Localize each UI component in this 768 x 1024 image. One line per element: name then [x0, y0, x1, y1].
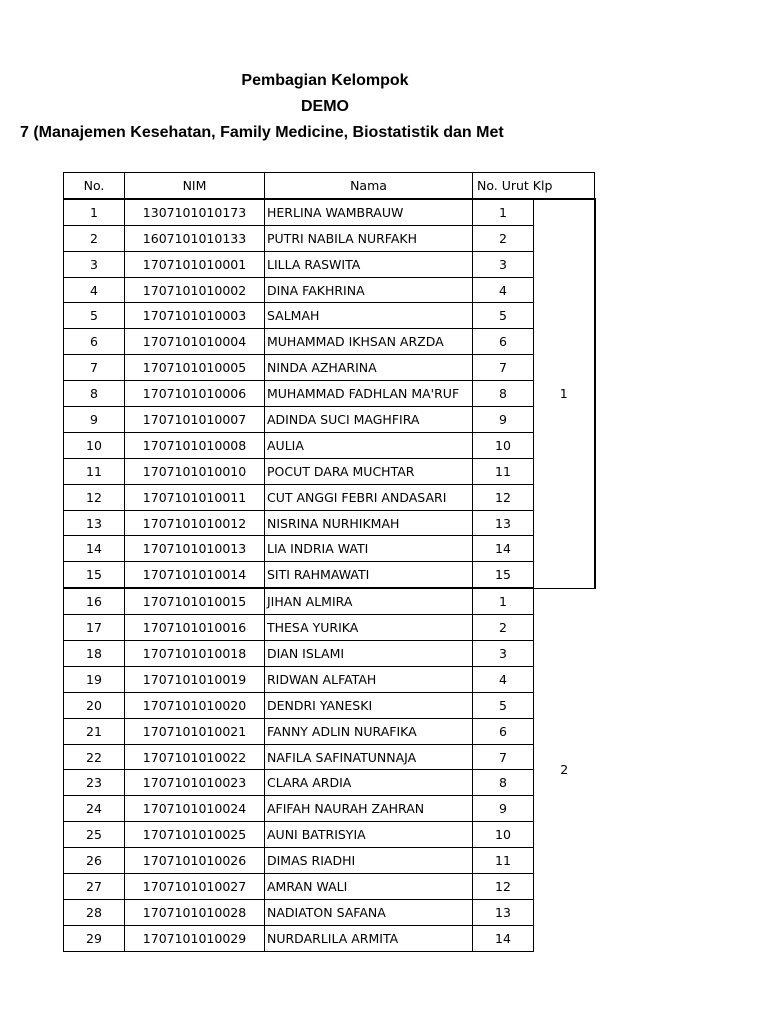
group-number-cell: 2: [534, 588, 595, 951]
nama-cell: MUHAMMAD FADHLAN MA'RUF: [265, 381, 473, 407]
table-row: [64, 899, 595, 925]
row-number: 1: [64, 199, 125, 225]
column-header-urut-klp: No. Urut Klp: [473, 173, 595, 199]
nama-cell: FANNY ADLIN NURAFIKA: [265, 718, 473, 744]
nim-cell: 1707101010013: [125, 536, 265, 562]
table-row: [64, 407, 595, 433]
nim-cell: 1607101010133: [125, 225, 265, 251]
urut-cell: 5: [473, 692, 534, 718]
table-row: [64, 822, 595, 848]
nim-cell: 1707101010010: [125, 458, 265, 484]
table-row: [64, 666, 595, 692]
nama-cell: DENDRI YANESKI: [265, 692, 473, 718]
row-number: 23: [64, 770, 125, 796]
nama-cell: JIHAN ALMIRA: [265, 588, 473, 614]
row-number: 10: [64, 432, 125, 458]
nama-cell: NURDARLILA ARMITA: [265, 925, 473, 951]
table-row: [64, 251, 595, 277]
row-number: 19: [64, 666, 125, 692]
row-number: 27: [64, 874, 125, 900]
urut-cell: 7: [473, 355, 534, 381]
urut-cell: 11: [473, 848, 534, 874]
table-row: [64, 588, 595, 614]
page-subtitle: DEMO: [301, 98, 349, 115]
urut-cell: 1: [473, 199, 534, 225]
column-header-nama: Nama: [265, 173, 473, 199]
nim-cell: 1707101010025: [125, 822, 265, 848]
urut-cell: 2: [473, 615, 534, 641]
urut-cell: 6: [473, 718, 534, 744]
nim-cell: 1307101010173: [125, 199, 265, 225]
nim-cell: 1707101010023: [125, 770, 265, 796]
table-row: [64, 848, 595, 874]
nama-cell: MUHAMMAD IKHSAN ARZDA: [265, 329, 473, 355]
row-number: 5: [64, 303, 125, 329]
nama-cell: LIA INDRIA WATI: [265, 536, 473, 562]
nim-cell: 1707101010029: [125, 925, 265, 951]
urut-cell: 14: [473, 536, 534, 562]
course-description: 7 (Manajemen Kesehatan, Family Medicine, Biostatistik dan Met: [20, 124, 504, 141]
nama-cell: NISRINA NURHIKMAH: [265, 510, 473, 536]
nama-cell: CUT ANGGI FEBRI ANDASARI: [265, 484, 473, 510]
nim-cell: 1707101010022: [125, 744, 265, 770]
nama-cell: PUTRI NABILA NURFAKH: [265, 225, 473, 251]
row-number: 4: [64, 277, 125, 303]
nama-cell: THESA YURIKA: [265, 615, 473, 641]
row-number: 12: [64, 484, 125, 510]
row-number: 15: [64, 562, 125, 588]
table-row: [64, 303, 595, 329]
nim-cell: 1707101010018: [125, 641, 265, 667]
urut-cell: 9: [473, 407, 534, 433]
table-row: [64, 355, 595, 381]
nim-cell: 1707101010005: [125, 355, 265, 381]
table-row: [64, 744, 595, 770]
table-row: [64, 874, 595, 900]
nama-cell: NAFILA SAFINATUNNAJA: [265, 744, 473, 770]
row-number: 18: [64, 641, 125, 667]
row-number: 6: [64, 329, 125, 355]
nama-cell: SITI RAHMAWATI: [265, 562, 473, 588]
nim-cell: 1707101010006: [125, 381, 265, 407]
row-number: 3: [64, 251, 125, 277]
nim-cell: 1707101010016: [125, 615, 265, 641]
nim-cell: 1707101010026: [125, 848, 265, 874]
nama-cell: CLARA ARDIA: [265, 770, 473, 796]
table-row: [64, 458, 595, 484]
row-number: 11: [64, 458, 125, 484]
table-row: [64, 484, 595, 510]
nama-cell: DINA FAKHRINA: [265, 277, 473, 303]
urut-cell: 9: [473, 796, 534, 822]
nim-cell: 1707101010007: [125, 407, 265, 433]
row-number: 20: [64, 692, 125, 718]
urut-cell: 5: [473, 303, 534, 329]
nim-cell: 1707101010008: [125, 432, 265, 458]
urut-cell: 3: [473, 251, 534, 277]
urut-cell: 8: [473, 770, 534, 796]
row-number: 8: [64, 381, 125, 407]
row-number: 13: [64, 510, 125, 536]
urut-cell: 14: [473, 925, 534, 951]
nim-cell: 1707101010027: [125, 874, 265, 900]
table-row: [64, 536, 595, 562]
table-row: [64, 277, 595, 303]
nim-cell: 1707101010019: [125, 666, 265, 692]
urut-cell: 6: [473, 329, 534, 355]
table-row: [64, 510, 595, 536]
nim-cell: 1707101010021: [125, 718, 265, 744]
nim-cell: 1707101010001: [125, 251, 265, 277]
nama-cell: LILLA RASWITA: [265, 251, 473, 277]
row-number: 2: [64, 225, 125, 251]
nim-cell: 1707101010002: [125, 277, 265, 303]
urut-cell: 3: [473, 641, 534, 667]
urut-cell: 7: [473, 744, 534, 770]
row-number: 24: [64, 796, 125, 822]
nama-cell: SALMAH: [265, 303, 473, 329]
urut-cell: 15: [473, 562, 534, 588]
urut-cell: 2: [473, 225, 534, 251]
nim-cell: 1707101010011: [125, 484, 265, 510]
urut-cell: 8: [473, 381, 534, 407]
urut-cell: 12: [473, 874, 534, 900]
table-row: [64, 770, 595, 796]
urut-cell: 11: [473, 458, 534, 484]
nama-cell: RIDWAN ALFATAH: [265, 666, 473, 692]
nama-cell: AULIA: [265, 432, 473, 458]
table-header-row: [64, 173, 595, 199]
group-table-container: [63, 172, 596, 952]
nim-cell: 1707101010015: [125, 588, 265, 614]
table-row: [64, 329, 595, 355]
group-number-cell: 1: [534, 199, 595, 588]
nama-cell: DIMAS RIADHI: [265, 848, 473, 874]
urut-cell: 4: [473, 277, 534, 303]
group-table: [63, 172, 596, 952]
nama-cell: DIAN ISLAMI: [265, 641, 473, 667]
urut-cell: 13: [473, 510, 534, 536]
column-header-nim: NIM: [125, 173, 265, 199]
row-number: 28: [64, 899, 125, 925]
table-row: [64, 225, 595, 251]
nim-cell: 1707101010028: [125, 899, 265, 925]
table-body: [64, 199, 595, 951]
nim-cell: 1707101010003: [125, 303, 265, 329]
urut-cell: 10: [473, 432, 534, 458]
table-row: [64, 925, 595, 951]
table-row: [64, 199, 595, 225]
table-row: [64, 615, 595, 641]
urut-cell: 12: [473, 484, 534, 510]
table-row: [64, 796, 595, 822]
table-row: [64, 562, 595, 588]
row-number: 25: [64, 822, 125, 848]
nama-cell: ADINDA SUCI MAGHFIRA: [265, 407, 473, 433]
row-number: 29: [64, 925, 125, 951]
row-number: 17: [64, 615, 125, 641]
nama-cell: HERLINA WAMBRAUW: [265, 199, 473, 225]
row-number: 26: [64, 848, 125, 874]
table-row: [64, 641, 595, 667]
nama-cell: AUNI BATRISYIA: [265, 822, 473, 848]
row-number: 14: [64, 536, 125, 562]
urut-cell: 13: [473, 899, 534, 925]
nama-cell: NADIATON SAFANA: [265, 899, 473, 925]
page-title: Pembagian Kelompok: [241, 72, 409, 89]
table-row: [64, 692, 595, 718]
urut-cell: 10: [473, 822, 534, 848]
table-row: [64, 381, 595, 407]
nama-cell: POCUT DARA MUCHTAR: [265, 458, 473, 484]
row-number: 16: [64, 588, 125, 614]
nama-cell: AFIFAH NAURAH ZAHRAN: [265, 796, 473, 822]
nim-cell: 1707101010004: [125, 329, 265, 355]
nama-cell: AMRAN WALI: [265, 874, 473, 900]
nama-cell: NINDA AZHARINA: [265, 355, 473, 381]
urut-cell: 4: [473, 666, 534, 692]
nim-cell: 1707101010012: [125, 510, 265, 536]
nim-cell: 1707101010020: [125, 692, 265, 718]
table-row: [64, 718, 595, 744]
row-number: 9: [64, 407, 125, 433]
table-row: [64, 432, 595, 458]
urut-cell: 1: [473, 588, 534, 614]
nim-cell: 1707101010024: [125, 796, 265, 822]
row-number: 21: [64, 718, 125, 744]
row-number: 22: [64, 744, 125, 770]
column-header-no: No.: [64, 173, 125, 199]
row-number: 7: [64, 355, 125, 381]
nim-cell: 1707101010014: [125, 562, 265, 588]
